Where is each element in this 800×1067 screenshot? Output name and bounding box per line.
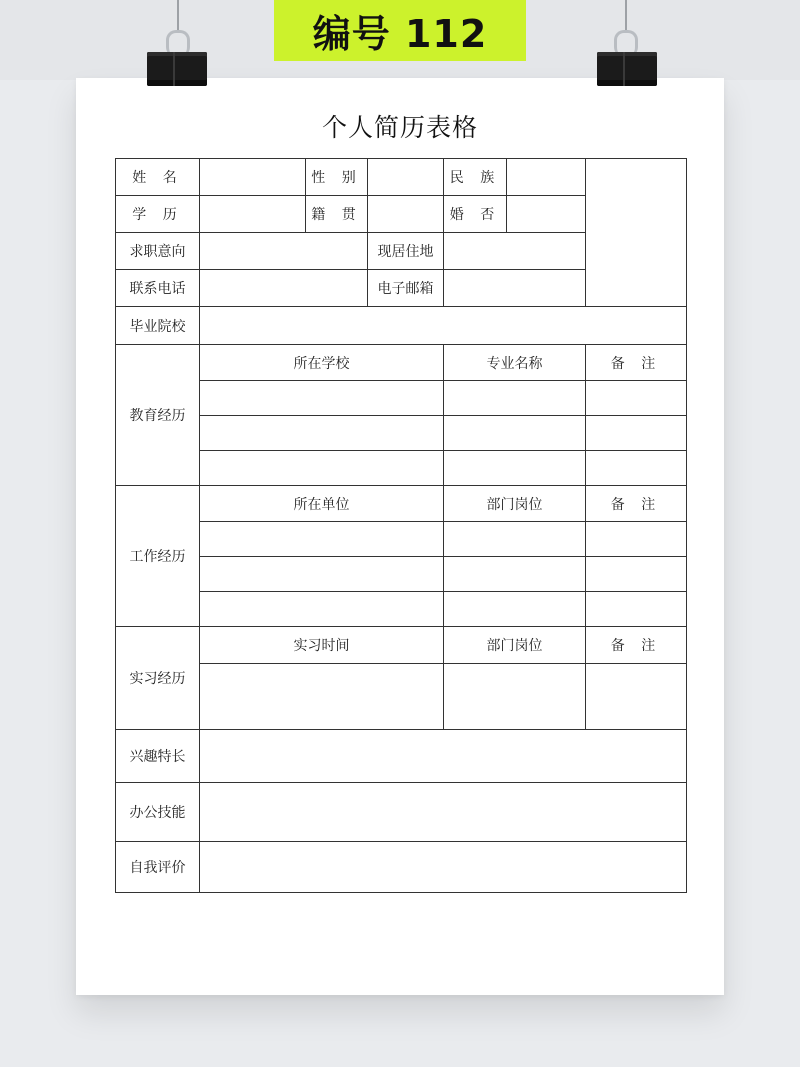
field-office-skills[interactable]	[200, 783, 687, 842]
cell-remarks[interactable]	[586, 451, 687, 486]
label-name: 姓 名	[116, 159, 200, 196]
cell-remarks[interactable]	[586, 592, 687, 627]
cell-employer[interactable]	[200, 592, 444, 627]
cell-internship-time[interactable]	[200, 664, 444, 730]
field-self-evaluation[interactable]	[200, 842, 687, 893]
cell-employer[interactable]	[200, 557, 444, 592]
cell-internship-department[interactable]	[444, 664, 586, 730]
hanging-wire-right	[625, 0, 627, 32]
field-native-place[interactable]	[368, 196, 444, 233]
cell-school[interactable]	[200, 416, 444, 451]
field-hobbies[interactable]	[200, 730, 687, 783]
resume-table	[115, 158, 687, 893]
field-education[interactable]	[200, 196, 306, 233]
header-major: 专业名称	[444, 345, 586, 381]
header-internship-department: 部门岗位	[444, 627, 586, 664]
label-email: 电子邮箱	[368, 270, 444, 307]
header-internship-remarks: 备 注	[586, 627, 687, 664]
field-gender[interactable]	[368, 159, 444, 196]
cell-school[interactable]	[200, 381, 444, 416]
cell-major[interactable]	[444, 416, 586, 451]
label-phone: 联系电话	[116, 270, 200, 307]
photo-box[interactable]	[586, 159, 687, 307]
header-work-remarks: 备 注	[586, 486, 687, 522]
cell-remarks[interactable]	[586, 416, 687, 451]
field-ethnicity[interactable]	[507, 159, 586, 196]
cell-department[interactable]	[444, 522, 586, 557]
cell-school[interactable]	[200, 451, 444, 486]
header-internship-time: 实习时间	[200, 627, 444, 664]
label-marital: 婚 否	[444, 196, 507, 233]
label-native-place: 籍 贯	[306, 196, 368, 233]
field-name[interactable]	[200, 159, 306, 196]
cell-remarks[interactable]	[586, 664, 687, 730]
field-job-intention[interactable]	[200, 233, 368, 270]
cell-department[interactable]	[444, 557, 586, 592]
label-residence: 现居住地	[368, 233, 444, 270]
field-phone[interactable]	[200, 270, 368, 307]
label-school: 毕业院校	[116, 307, 200, 345]
label-work-history: 工作经历	[116, 486, 200, 627]
label-ethnicity: 民 族	[444, 159, 507, 196]
binder-clip-left-front-icon	[147, 52, 207, 86]
label-gender: 性 别	[306, 159, 368, 196]
label-hobbies: 兴趣特长	[116, 730, 200, 783]
label-self-evaluation: 自我评价	[116, 842, 200, 893]
cell-remarks[interactable]	[586, 522, 687, 557]
label-education-history: 教育经历	[116, 345, 200, 486]
cell-remarks[interactable]	[586, 381, 687, 416]
field-residence[interactable]	[444, 233, 586, 270]
binder-clip-right-front-icon	[597, 52, 657, 86]
field-school[interactable]	[200, 307, 687, 345]
cell-employer[interactable]	[200, 522, 444, 557]
label-internship: 实习经历	[116, 627, 200, 730]
template-number-badge: 编号 112	[274, 0, 526, 61]
page-title: 个人简历表格	[321, 113, 478, 142]
field-email[interactable]	[444, 270, 586, 307]
field-marital[interactable]	[507, 196, 586, 233]
hanging-wire-left	[177, 0, 179, 32]
cell-major[interactable]	[444, 451, 586, 486]
header-department: 部门岗位	[444, 486, 586, 522]
label-job-intention: 求职意向	[116, 233, 200, 270]
label-education: 学 历	[116, 196, 200, 233]
header-education-remarks: 备 注	[586, 345, 687, 381]
label-office-skills: 办公技能	[116, 783, 200, 842]
cell-remarks[interactable]	[586, 557, 687, 592]
cell-major[interactable]	[444, 381, 586, 416]
cell-department[interactable]	[444, 592, 586, 627]
header-school: 所在学校	[200, 345, 444, 381]
header-employer: 所在单位	[200, 486, 444, 522]
